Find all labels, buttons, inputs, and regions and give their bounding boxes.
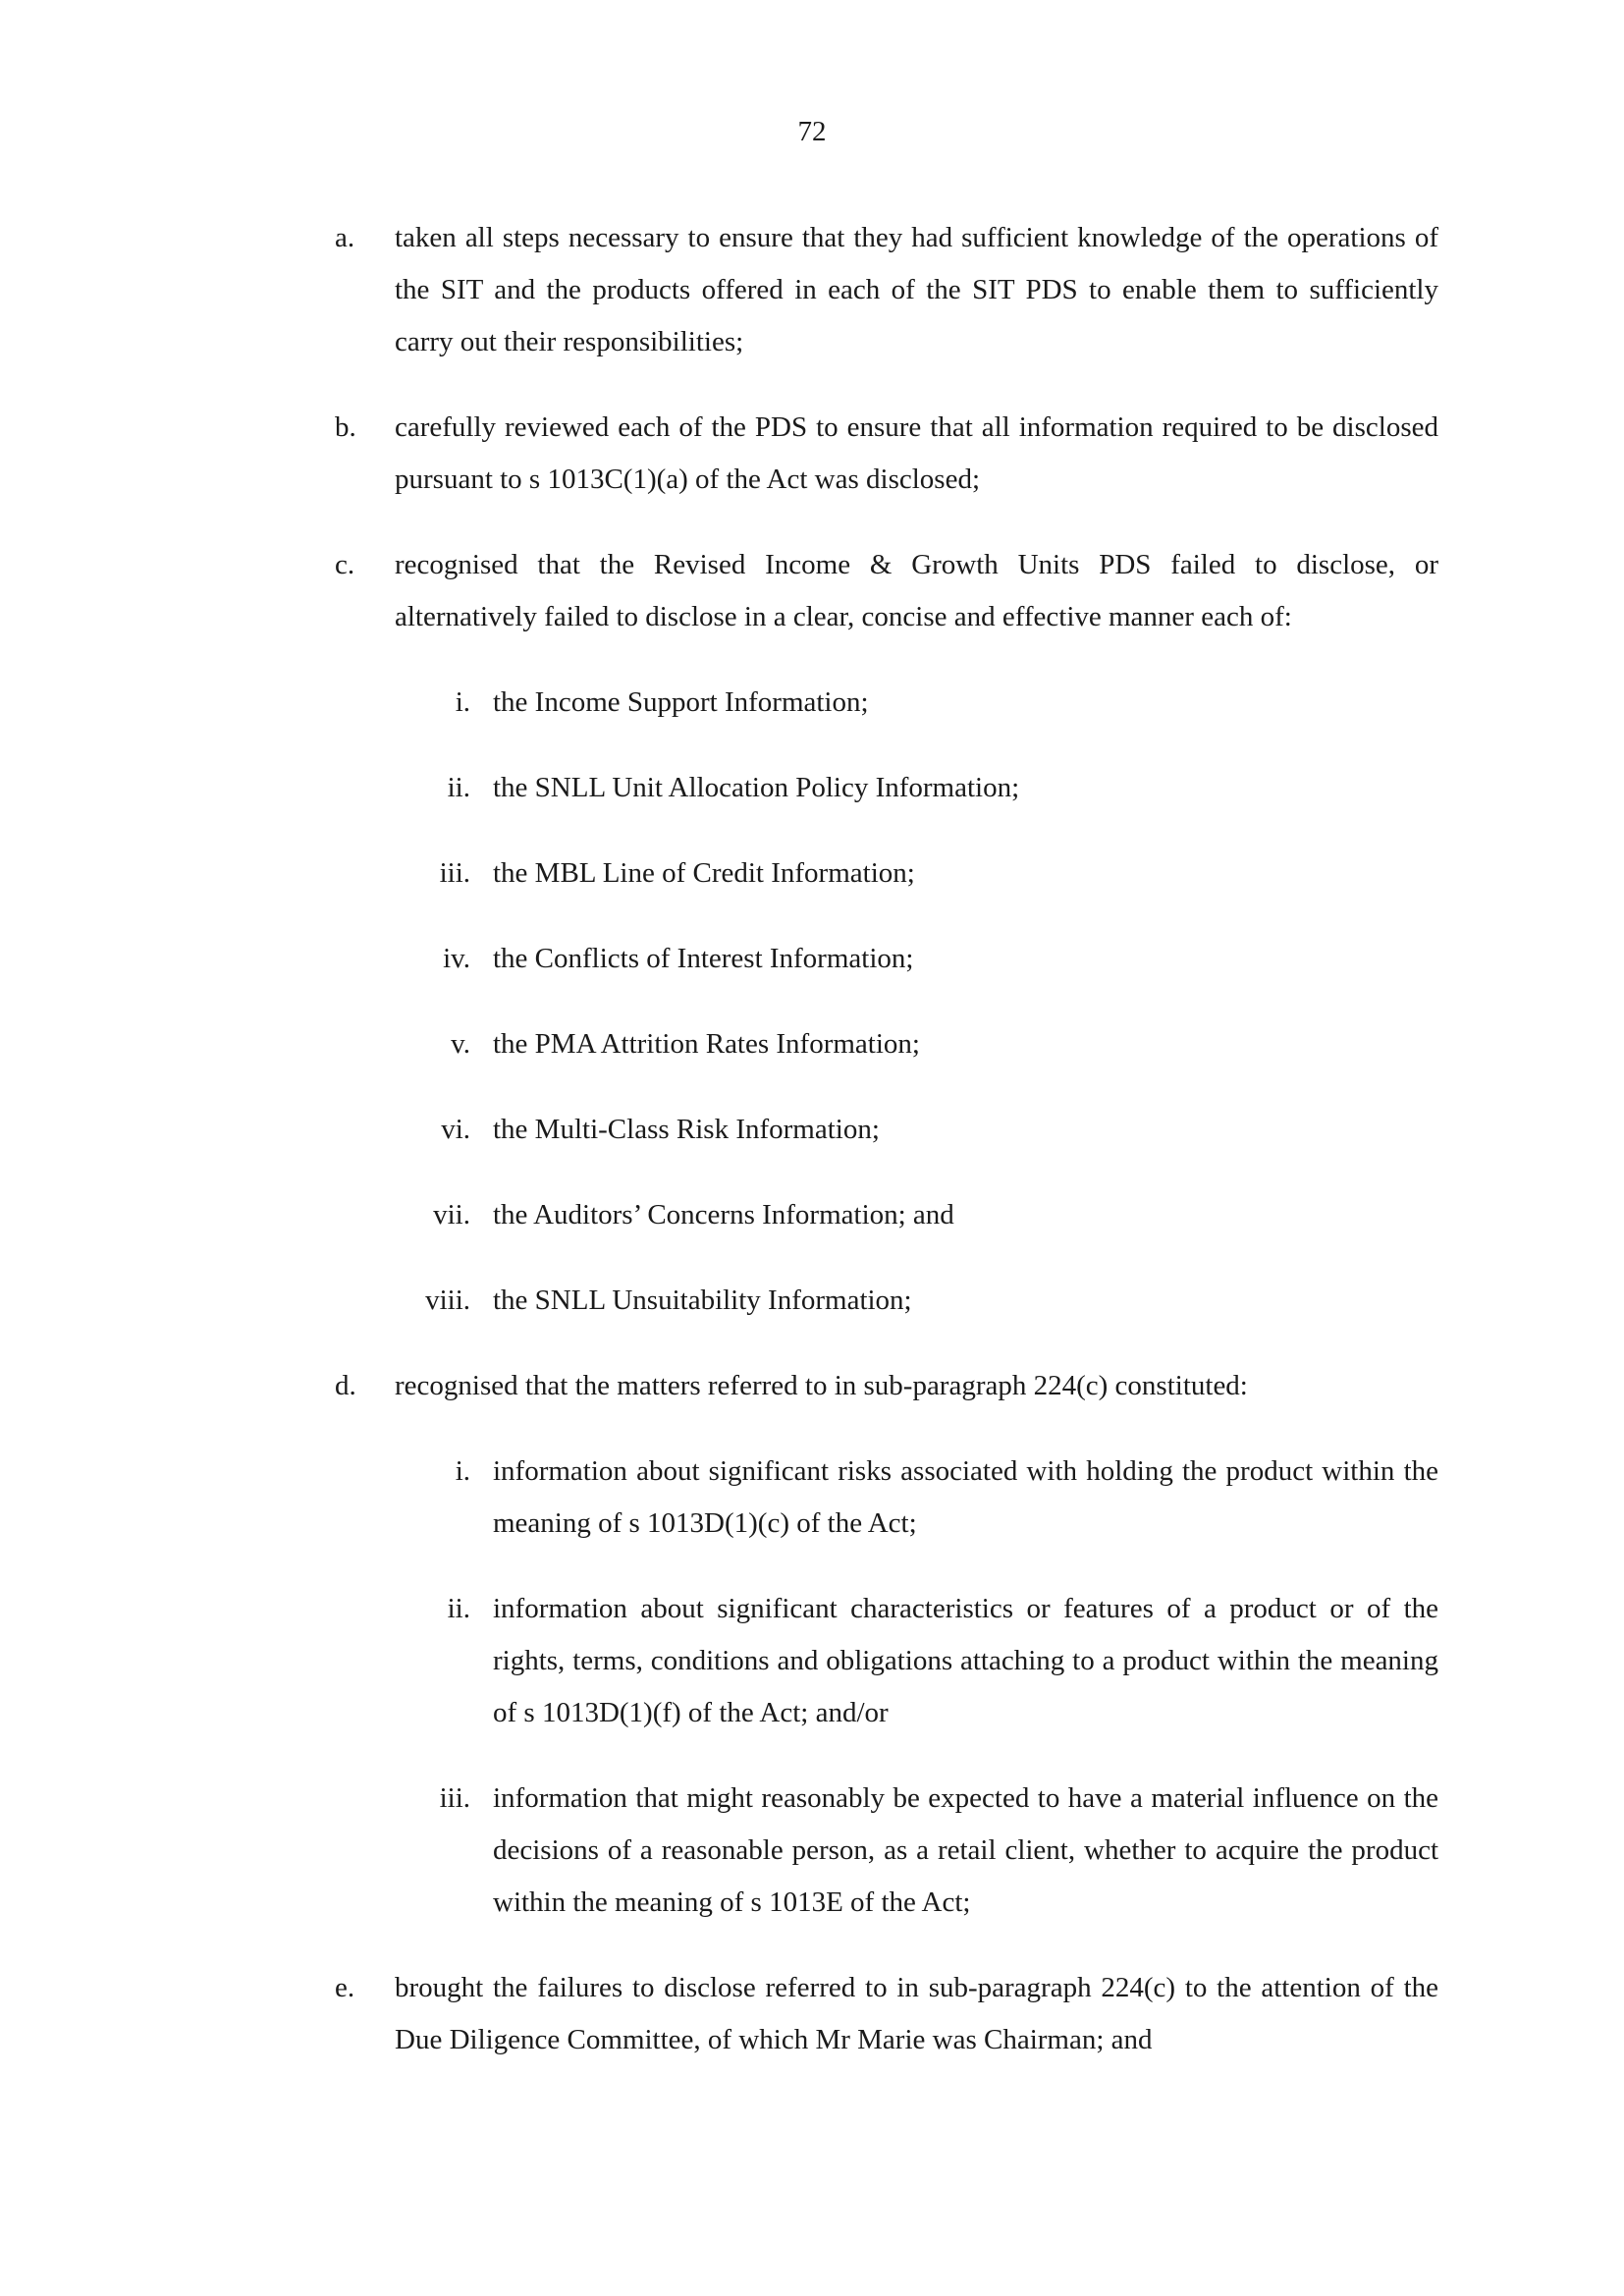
sub-item-c-i	[395, 677, 1438, 729]
sub-item-label: ii.	[447, 772, 470, 803]
sub-item-text: the Conflicts of Interest Information;	[493, 943, 914, 974]
sub-item-c-v	[395, 1018, 1438, 1070]
sub-item-d-iii	[395, 1773, 1438, 1929]
sub-item-text: information that might reasonably be expected to have a material influence on the decisions of a reasonable person, as a retail client, whether to acquire the product within the meaning of s 1013E of the Act;	[493, 1782, 1438, 1918]
item-text: recognised that the matters referred to in sub-paragraph 224(c) constituted:	[395, 1370, 1248, 1401]
item-label: c.	[335, 549, 355, 580]
sub-item-label: iv.	[443, 943, 470, 974]
item-label: d.	[335, 1370, 356, 1401]
sub-item-text: the SNLL Unsuitability Information;	[493, 1285, 912, 1316]
sub-item-label: i.	[455, 1455, 470, 1487]
sub-item-c-iv	[395, 933, 1438, 985]
sub-item-label: iii.	[439, 1782, 470, 1814]
sub-item-text: the SNLL Unit Allocation Policy Information;	[493, 772, 1020, 803]
document-body	[335, 212, 1438, 2100]
sub-item-text: the Multi-Class Risk Information;	[493, 1114, 880, 1145]
sub-item-d-i	[395, 1446, 1438, 1550]
item-label: e.	[335, 1972, 355, 2003]
item-text: taken all steps necessary to ensure that they had sufficient knowledge of the operations of the SIT and the products offered in each of the SIT PDS to enable them to sufficiently carry out their responsibilities;	[395, 222, 1438, 357]
sub-item-d-ii	[395, 1583, 1438, 1739]
sub-item-c-iii	[395, 847, 1438, 900]
page-number: 72	[797, 116, 827, 147]
item-label: b.	[335, 411, 356, 443]
sub-item-label: iii.	[439, 857, 470, 889]
sub-item-label: ii.	[447, 1593, 470, 1624]
item-text: brought the failures to disclose referred to in sub-paragraph 224(c) to the attention of the Due Diligence Committee, of which Mr Marie was Chairman; and	[395, 1972, 1438, 2055]
sub-item-c-viii	[395, 1275, 1438, 1327]
list-item-d	[335, 1360, 1438, 1412]
sub-item-label: v.	[451, 1028, 470, 1060]
sub-item-text: information about significant risks associated with holding the product within the meaning of s 1013D(1)(c) of the Act;	[493, 1455, 1438, 1539]
sub-item-c-vi	[395, 1104, 1438, 1156]
list-item-b	[335, 402, 1438, 506]
sub-item-text: the PMA Attrition Rates Information;	[493, 1028, 920, 1060]
item-text: carefully reviewed each of the PDS to ensure that all information required to be disclosed pursuant to s 1013C(1)(a) of the Act was disclosed;	[395, 411, 1438, 495]
list-item-e	[335, 1962, 1438, 2066]
item-text: recognised that the Revised Income & Growth Units PDS failed to disclose, or alternatively failed to disclose in a clear, concise and effective manner each of:	[395, 549, 1438, 632]
sub-item-label: vi.	[441, 1114, 470, 1145]
sub-item-c-ii	[395, 762, 1438, 814]
list-item-c	[335, 539, 1438, 643]
list-item-a	[335, 212, 1438, 368]
sub-item-c-vii	[395, 1189, 1438, 1241]
sub-item-text: information about significant characteristics or features of a product or of the rights, terms, conditions and obligations attaching to a product within the meaning of s 1013D(1)(f) of the Act; and/or	[493, 1593, 1438, 1728]
sub-item-text: the MBL Line of Credit Information;	[493, 857, 915, 889]
sub-item-text: the Auditors’ Concerns Information; and	[493, 1199, 954, 1230]
sub-item-text: the Income Support Information;	[493, 686, 869, 718]
item-label: a.	[335, 222, 355, 253]
sub-item-label: vii.	[433, 1199, 470, 1230]
sub-item-label: viii.	[425, 1285, 470, 1316]
sub-item-label: i.	[455, 686, 470, 718]
